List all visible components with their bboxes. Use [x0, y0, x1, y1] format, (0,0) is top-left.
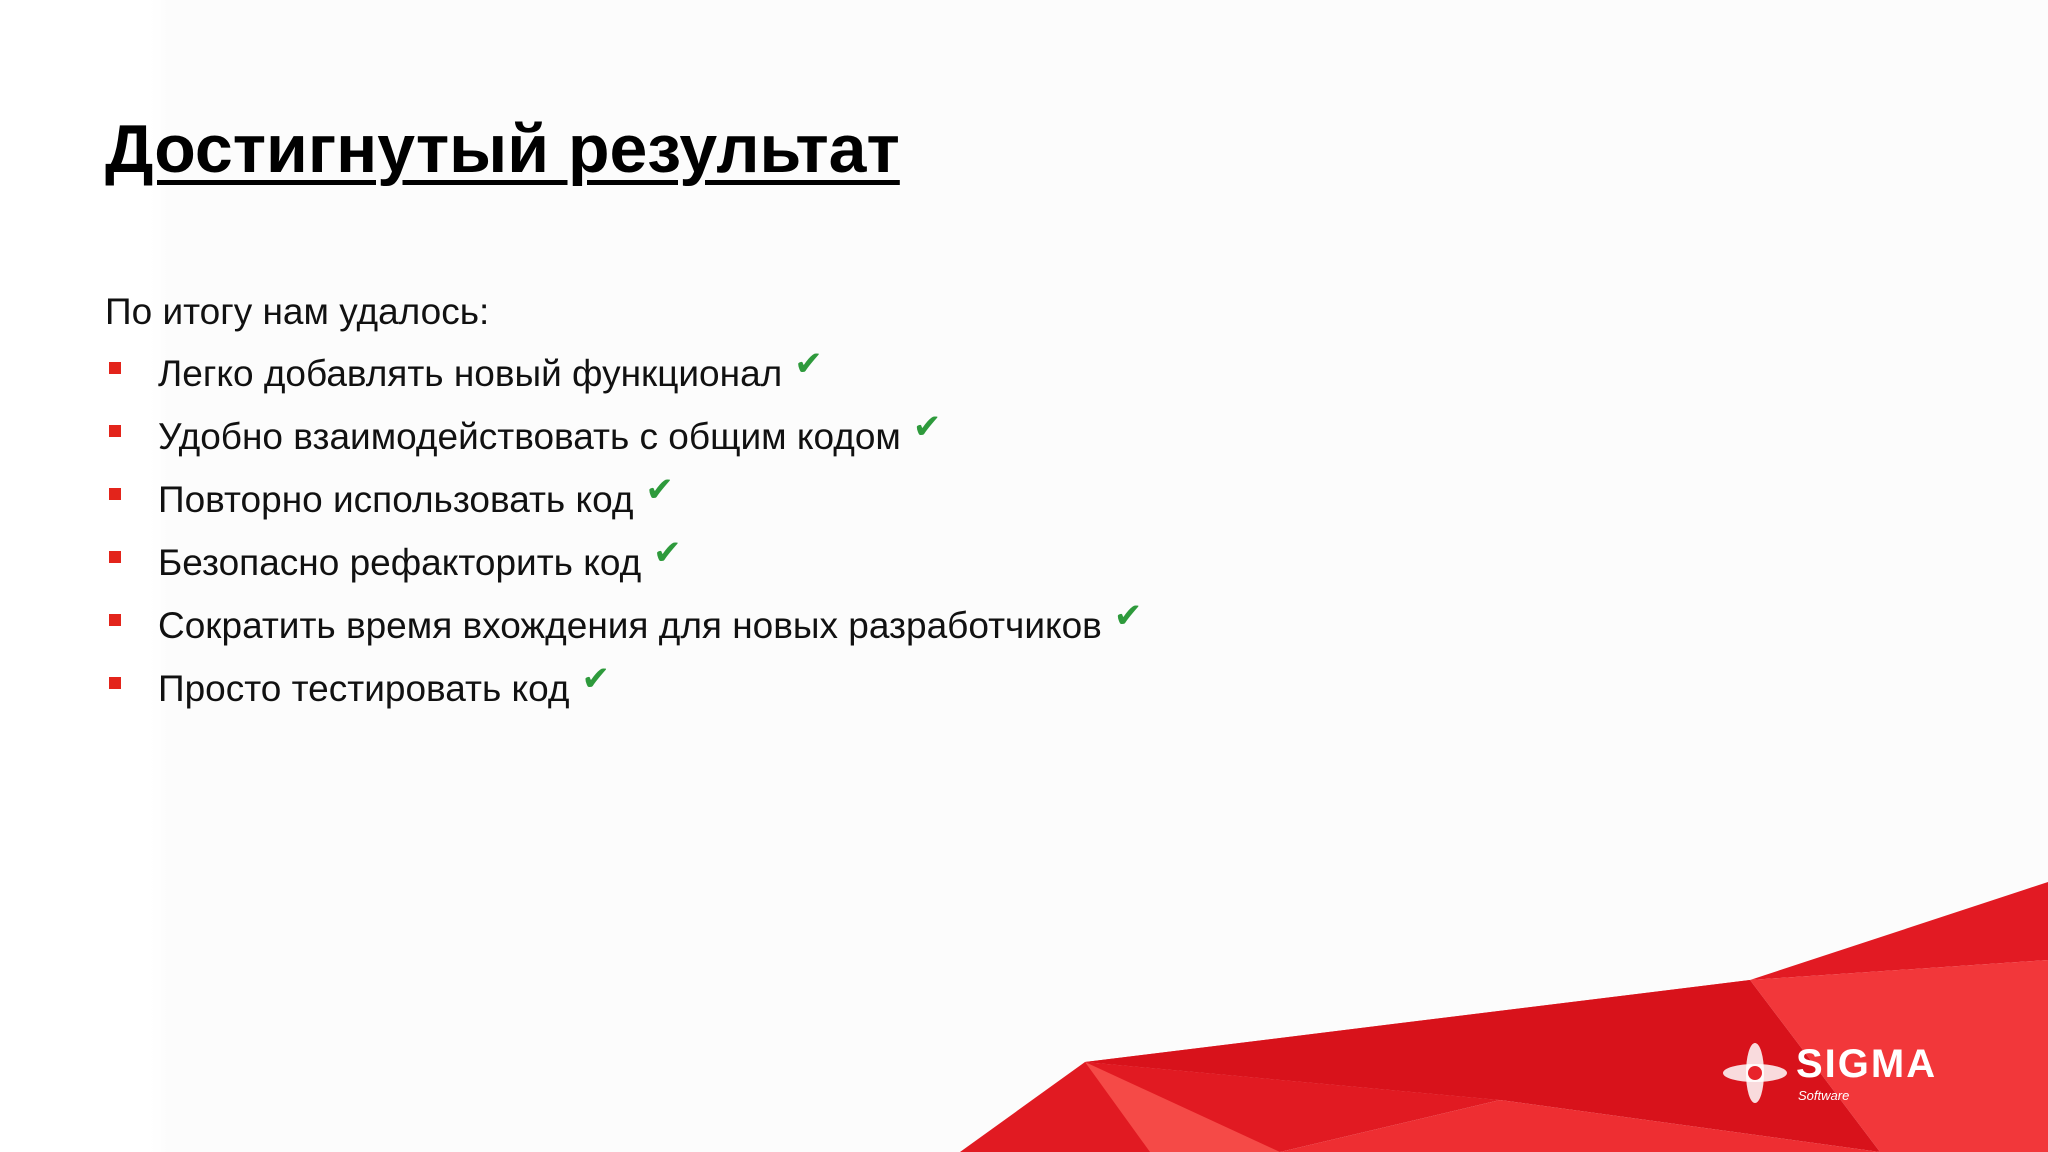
logo-wordmark: SIGMA	[1796, 1042, 1938, 1086]
square-bullet-icon	[109, 488, 121, 500]
square-bullet-icon	[109, 614, 121, 626]
list-item-label: Сократить время вхождения для новых разработчиков	[158, 605, 1102, 646]
sigma-logo-mark-icon	[1720, 1038, 1790, 1108]
result-list	[105, 345, 1143, 730]
list-item	[105, 408, 1142, 459]
checkmark-icon: ✔	[581, 660, 610, 698]
list-item-label: Просто тестировать код	[158, 668, 570, 709]
list-item	[105, 660, 1142, 711]
checkmark-icon: ✔	[794, 345, 823, 383]
checkmark-icon: ✔	[1113, 597, 1143, 635]
intro-text: По итогу нам удалось:	[105, 291, 490, 332]
list-item-label: Удобно взаимодействовать с общим кодом	[158, 416, 901, 457]
checkmark-icon: ✔	[653, 534, 682, 572]
checkmark-icon: ✔	[645, 471, 674, 509]
square-bullet-icon	[109, 425, 121, 437]
list-item	[105, 345, 1142, 396]
sigma-logo	[1720, 1038, 1960, 1108]
slide-title: Достигнутый результат	[105, 111, 900, 187]
list-item	[105, 597, 1143, 648]
square-bullet-icon	[109, 677, 121, 689]
square-bullet-icon	[109, 362, 121, 374]
list-item	[105, 471, 1142, 522]
list-item-label: Безопасно рефакторить код	[158, 542, 642, 583]
checkmark-icon: ✔	[912, 408, 942, 446]
list-item-label: Легко добавлять новый функционал	[158, 353, 783, 394]
logo-subtitle: Software	[1798, 1088, 1850, 1103]
list-item	[105, 534, 1142, 585]
square-bullet-icon	[109, 551, 121, 563]
list-item-label: Повторно использовать код	[158, 479, 634, 520]
